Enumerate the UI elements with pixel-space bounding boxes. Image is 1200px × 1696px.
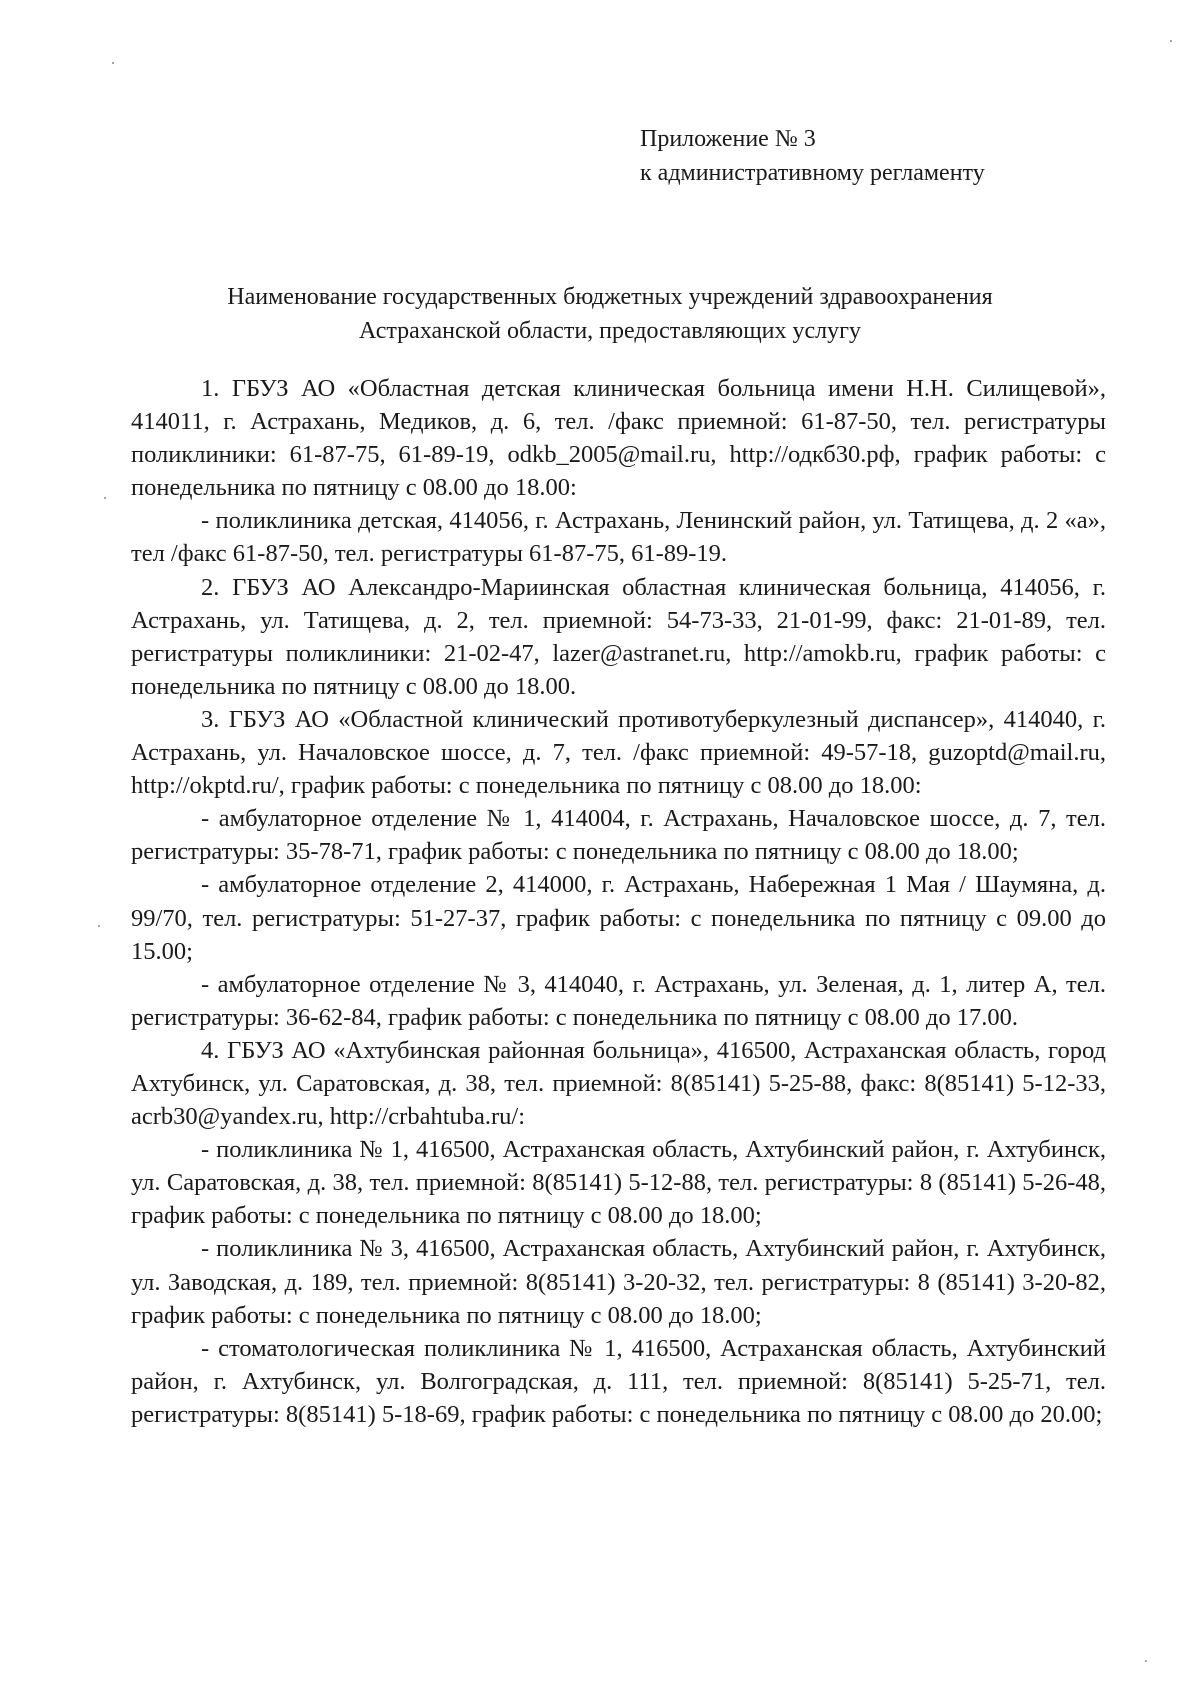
paragraph-subunit: - стоматологическая поликлиника № 1, 416500, Астраханская область, Ахтубинский район, г. Ахтубинск, ул. Волгоградская, д. 111, тел. приемной: 8(85141) 5-25-71, тел. регистратуры: 8(85141) 5-18-69, график работы: с понедельника по пятницу с 08.00 до 20.00; <box>131 1334 1106 1428</box>
paragraph-institution-3: 3. ГБУЗ АО «Областной клинический противотуберкулезный диспансер», 414040, г. Астрахань, ул. Началовское шоссе, д. 7, тел. /факс приемной: 49-57-18, guzoptd@mail.ru, http://okptd.ru/, график работы: с понедельника по пятницу с 08.00 до 18.00: <box>131 705 1106 800</box>
paragraph-subunit: - поликлиника № 3, 416500, Астраханская область, Ахтубинский район, г. Ахтубинск, ул. Заводская, д. 189, тел. приемной: 8(85141) 3-20-32, тел. регистратуры: 8 (85141) 3-20-82, график работы: с понедельника по пятницу с 08.00 до 18.00; <box>131 1235 1106 1329</box>
paragraph-subunit: - амбулаторное отделение № 3, 414040, г. Астрахань, ул. Зеленая, д. 1, литер А, тел. регистратуры: 36-62-84, график работы: с понедельника по пятницу с 08.00 до 17.00. <box>131 970 1106 1031</box>
paragraph-subunit: - амбулаторное отделение № 1, 414004, г. Астрахань, Началовское шоссе, д. 7, тел. регистратуры: 35-78-71, график работы: с понедельника по пятницу с 08.00 до 18.00; <box>131 805 1106 866</box>
scan-speck <box>1145 1660 1147 1662</box>
appendix-reference: к административному регламенту <box>640 160 985 186</box>
document-title <box>130 280 1090 348</box>
scan-speck <box>98 925 100 927</box>
scan-speck <box>1170 40 1172 42</box>
paragraph-subunit: - поликлиника № 1, 416500, Астраханская область, Ахтубинский район, г. Ахтубинск, ул. Саратовская, д. 38, тел. приемной: 8(85141) 5-12-88, тел. регистратуры: 8 (85141) 5-26-48, график работы: с понедельника по пятницу с 08.00 до 18.00; <box>131 1136 1106 1230</box>
appendix-number: Приложение № 3 <box>640 126 816 152</box>
paragraph-institution-2: 2. ГБУЗ АО Александро-Мариинская областная клиническая больница, 414056, г. Астрахань, ул. Татищева, д. 2, тел. приемной: 54-73-33, 21-01-99, факс: 21-01-89, тел. регистратуры поликлиники: 21-02-47, lazer@astranet.ru, http://amokb.ru, график работы: с понедельника по пятницу с 08.00 до 18.00. <box>131 573 1106 700</box>
paragraph-institution-1: 1. ГБУЗ АО «Областная детская клиническая больница имени Н.Н. Силищевой», 414011, г. Астрахань, Медиков, д. 6, тел. /факс приемной: 61-87-50, тел. регистратуры поликлиники: 61-87-75, 61-89-19, odkb_2005@mail.ru, http://одкб30.рф, график работы: с понедельника по пятницу с 08.00 до 18.00: <box>131 375 1106 502</box>
paragraph-subunit: - поликлиника детская, 414056, г. Астрахань, Ленинский район, ул. Татищева, д. 2 «а», тел /факс 61-87-50, тел. регистратуры 61-87-75, 61-89-19. <box>131 507 1106 568</box>
paragraph-subunit: - амбулаторное отделение 2, 414000, г. Астрахань, Набережная 1 Мая / Шаумяна, д. 99/70, тел. регистратуры: 51-27-37, график работы: с понедельника по пятницу с 09.00 до 15.00; <box>131 871 1106 965</box>
paragraph-institution-4: 4. ГБУЗ АО «Ахтубинская районная больница», 416500, Астраханская область, город Ахтубинск, ул. Саратовская, д. 38, тел. приемной: 8(85141) 5-25-88, факс: 8(85141) 5-12-33, acrb30@yandex.ru, http://crbahtuba.ru/: <box>131 1036 1106 1131</box>
document-body <box>131 372 1106 1431</box>
scan-speck <box>104 497 106 499</box>
scan-speck <box>112 62 114 64</box>
appendix-note <box>640 122 985 190</box>
title-line-2: Астраханской области, предоставляющих услугу <box>359 318 861 344</box>
title-line-1: Наименование государственных бюджетных учреждений здравоохранения <box>227 284 993 310</box>
